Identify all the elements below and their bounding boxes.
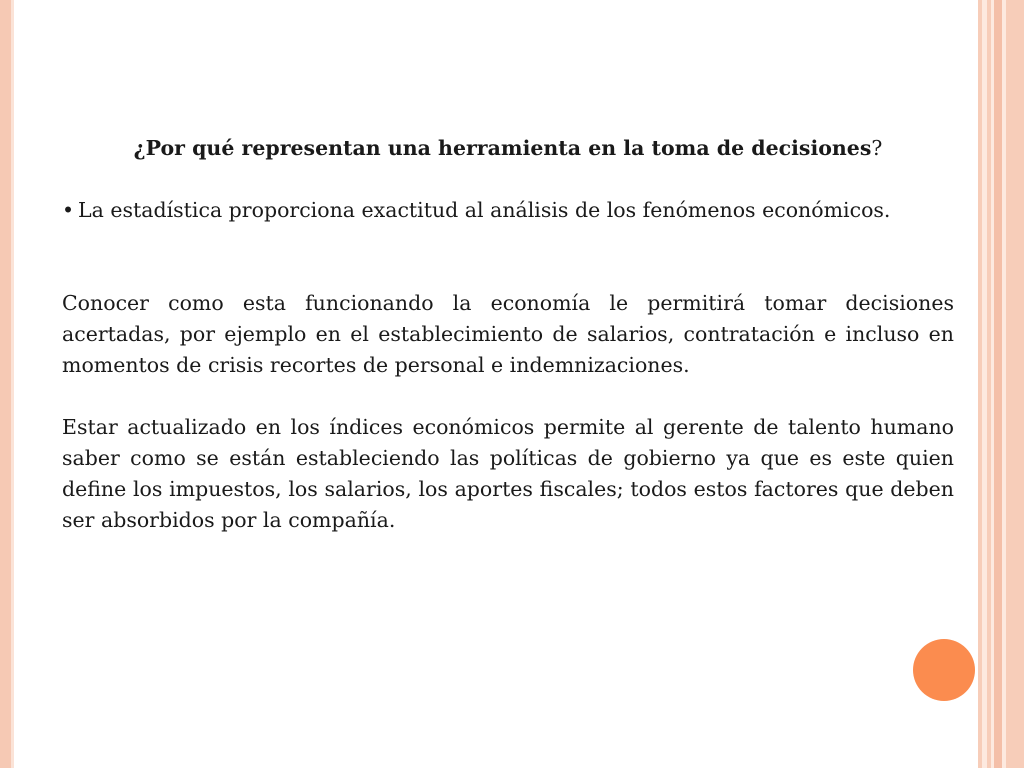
right-border-stripe xyxy=(1006,0,1024,768)
spacer xyxy=(62,381,954,412)
right-border-stripe xyxy=(994,0,1002,768)
spacer xyxy=(62,226,954,288)
heading-question-mark: ? xyxy=(871,136,883,160)
left-border-stripe xyxy=(0,0,11,768)
left-border-stripe-inner xyxy=(11,0,14,768)
bullet-icon: • xyxy=(62,198,75,222)
decorative-orange-circle xyxy=(913,639,975,701)
paragraph-economy: Conocer como esta funcionando la economía le permitirá tomar decisiones acertadas, por ejemplo en el establecimiento de salarios, contratación e incluso en momentos de crisis recortes de personal e indemnizaciones. xyxy=(62,291,954,377)
paragraph-indices: Estar actualizado en los índices económicos permite al gerente de talento humano saber como se están estableciendo las políticas de gobierno ya que es este quien define los impuestos, los salarios, los aportes fiscales; todos estos factores que deben ser absorbidos por la compañía. xyxy=(62,415,954,532)
bullet-item xyxy=(62,195,954,226)
slide-content xyxy=(62,133,954,536)
heading-text: ¿Por qué representan una herramienta en la toma de decisiones xyxy=(133,136,872,160)
slide-heading xyxy=(62,133,954,164)
bullet-text: La estadística proporciona exactitud al análisis de los fenómenos económicos. xyxy=(78,198,891,222)
